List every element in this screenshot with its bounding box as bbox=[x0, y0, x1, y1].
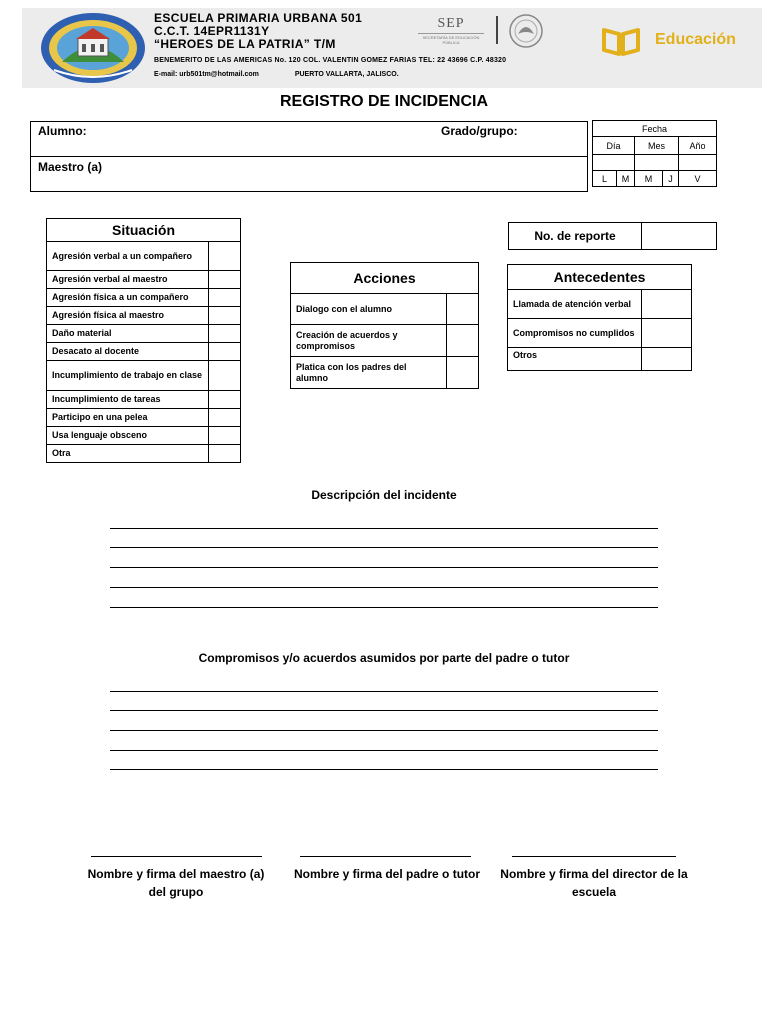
descripcion-line[interactable] bbox=[110, 528, 658, 529]
maestro-signature-label-line1: Nombre y firma del maestro (a) bbox=[87, 867, 265, 881]
antecedentes-item: Llamada de atención verbal bbox=[508, 290, 642, 319]
mes-label: Mes bbox=[635, 137, 679, 155]
situacion-checkbox[interactable] bbox=[209, 289, 241, 307]
weekday-m2[interactable]: M bbox=[635, 171, 663, 187]
alumno-label: Alumno: bbox=[38, 124, 87, 138]
descripcion-line[interactable] bbox=[110, 567, 658, 568]
page-title: REGISTRO DE INCIDENCIA bbox=[279, 93, 488, 110]
grado-field[interactable] bbox=[522, 122, 584, 154]
anio-field[interactable] bbox=[679, 155, 717, 171]
situacion-item: Agresión verbal al maestro bbox=[47, 271, 209, 289]
maestro-signature-label bbox=[76, 865, 276, 901]
situacion-checkbox[interactable] bbox=[209, 325, 241, 343]
situacion-checkbox[interactable] bbox=[209, 271, 241, 289]
school-city: PUERTO VALLARTA, JALISCO. bbox=[294, 71, 399, 78]
situacion-item: Incumplimiento de tareas bbox=[47, 391, 209, 409]
acciones-item: Creación de acuerdos y compromisos bbox=[291, 325, 447, 357]
school-name: ESCUELA PRIMARIA URBANA 501 bbox=[154, 11, 363, 25]
director-signature-label-line1: Nombre y firma del director de la bbox=[500, 867, 688, 881]
compromisos-line[interactable] bbox=[110, 769, 658, 770]
situacion-item: Desacato al docente bbox=[47, 343, 209, 361]
maestro-label: Maestro (a) bbox=[38, 160, 103, 174]
grado-label: Grado/grupo: bbox=[441, 124, 518, 138]
school-cct: C.C.T. 14EPR1131Y bbox=[154, 24, 270, 38]
situacion-checkbox[interactable] bbox=[209, 391, 241, 409]
weekday-l[interactable]: L bbox=[593, 171, 617, 187]
compromisos-line[interactable] bbox=[110, 710, 658, 711]
situacion-checkbox[interactable] bbox=[209, 427, 241, 445]
mes-field[interactable] bbox=[635, 155, 679, 171]
situacion-item: Agresión física a un compañero bbox=[47, 289, 209, 307]
reporte-field[interactable] bbox=[642, 223, 717, 250]
director-signature-line[interactable] bbox=[512, 856, 676, 857]
compromisos-line[interactable] bbox=[110, 730, 658, 731]
acciones-checkbox[interactable] bbox=[447, 325, 479, 357]
education-brand: Educación bbox=[655, 31, 736, 48]
situacion-item: Daño material bbox=[47, 325, 209, 343]
alumno-field[interactable] bbox=[92, 122, 432, 154]
descripcion-line[interactable] bbox=[110, 607, 658, 608]
school-contact bbox=[154, 70, 506, 79]
acciones-item: Dialogo con el alumno bbox=[291, 294, 447, 325]
weekday-j[interactable]: J bbox=[663, 171, 679, 187]
situacion-checkbox[interactable] bbox=[209, 409, 241, 427]
reporte-table bbox=[508, 222, 717, 250]
antecedentes-title: Antecedentes bbox=[508, 265, 692, 290]
school-address: BENEMERITO DE LAS AMERICAS No. 120 COL. VALENTIN GOMEZ FARIAS TEL: 22 43696 C.P. 48320 bbox=[154, 57, 507, 64]
student-info-divider bbox=[30, 156, 588, 157]
situacion-item: Agresión física al maestro bbox=[47, 307, 209, 325]
situacion-checkbox[interactable] bbox=[209, 361, 241, 391]
sep-logo-text: SEP bbox=[437, 16, 465, 31]
fecha-label: Fecha bbox=[593, 121, 717, 137]
antecedentes-table bbox=[507, 264, 692, 371]
acciones-checkbox[interactable] bbox=[447, 294, 479, 325]
acciones-title: Acciones bbox=[291, 263, 479, 294]
descripcion-title: Descripción del incidente bbox=[311, 488, 457, 502]
director-signature-label bbox=[494, 865, 694, 901]
situacion-checkbox[interactable] bbox=[209, 445, 241, 463]
dia-field[interactable] bbox=[593, 155, 635, 171]
compromisos-title: Compromisos y/o acuerdos asumidos por parte del padre o tutor bbox=[198, 651, 570, 665]
director-signature-label-line2: escuela bbox=[571, 885, 617, 899]
antecedentes-item: Compromisos no cumplidos bbox=[508, 319, 642, 348]
situacion-table bbox=[46, 218, 241, 463]
descripcion-line[interactable] bbox=[110, 547, 658, 548]
book-icon bbox=[601, 26, 641, 56]
dia-label: Día bbox=[593, 137, 635, 155]
sep-logo-subtext: SECRETARÍA DE EDUCACIÓN PÚBLICA bbox=[422, 35, 480, 45]
situacion-checkbox[interactable] bbox=[209, 242, 241, 271]
acciones-checkbox[interactable] bbox=[447, 357, 479, 389]
situacion-title: Situación bbox=[47, 219, 241, 242]
antecedentes-item: Otros bbox=[508, 348, 642, 371]
situacion-item: Agresión verbal a un compañero bbox=[47, 242, 209, 271]
acciones-item: Platica con los padres del alumno bbox=[291, 357, 447, 389]
weekday-v[interactable]: V bbox=[679, 171, 717, 187]
situacion-item: Incumplimiento de trabajo en clase bbox=[47, 361, 209, 391]
padre-signature-label bbox=[284, 865, 490, 883]
antecedentes-checkbox[interactable] bbox=[642, 319, 692, 348]
sep-logo bbox=[418, 16, 484, 45]
reporte-label: No. de reporte bbox=[509, 223, 642, 250]
maestro-field[interactable] bbox=[110, 158, 580, 190]
maestro-signature-label-line2: del grupo bbox=[148, 885, 204, 899]
situacion-checkbox[interactable] bbox=[209, 307, 241, 325]
weekday-m1[interactable]: M bbox=[617, 171, 635, 187]
fecha-table bbox=[592, 120, 717, 187]
header-divider bbox=[496, 16, 498, 44]
situacion-item: Otra bbox=[47, 445, 209, 463]
antecedentes-checkbox[interactable] bbox=[642, 348, 692, 371]
padre-signature-label-line1: Nombre y firma del padre o tutor bbox=[293, 867, 481, 881]
school-email: E-mail: urb501tm@hotmail.com bbox=[154, 71, 259, 78]
situacion-item: Usa lenguaje obsceno bbox=[47, 427, 209, 445]
school-logo-icon bbox=[40, 12, 146, 84]
compromisos-line[interactable] bbox=[110, 691, 658, 692]
descripcion-line[interactable] bbox=[110, 587, 658, 588]
padre-signature-line[interactable] bbox=[300, 856, 471, 857]
compromisos-line[interactable] bbox=[110, 750, 658, 751]
situacion-item: Participo en una pelea bbox=[47, 409, 209, 427]
maestro-signature-line[interactable] bbox=[91, 856, 262, 857]
antecedentes-checkbox[interactable] bbox=[642, 290, 692, 319]
situacion-checkbox[interactable] bbox=[209, 343, 241, 361]
national-seal-icon bbox=[506, 14, 546, 48]
acciones-table bbox=[290, 262, 479, 389]
school-motto: “HEROES DE LA PATRIA” T/M bbox=[154, 37, 336, 51]
anio-label: Año bbox=[679, 137, 717, 155]
